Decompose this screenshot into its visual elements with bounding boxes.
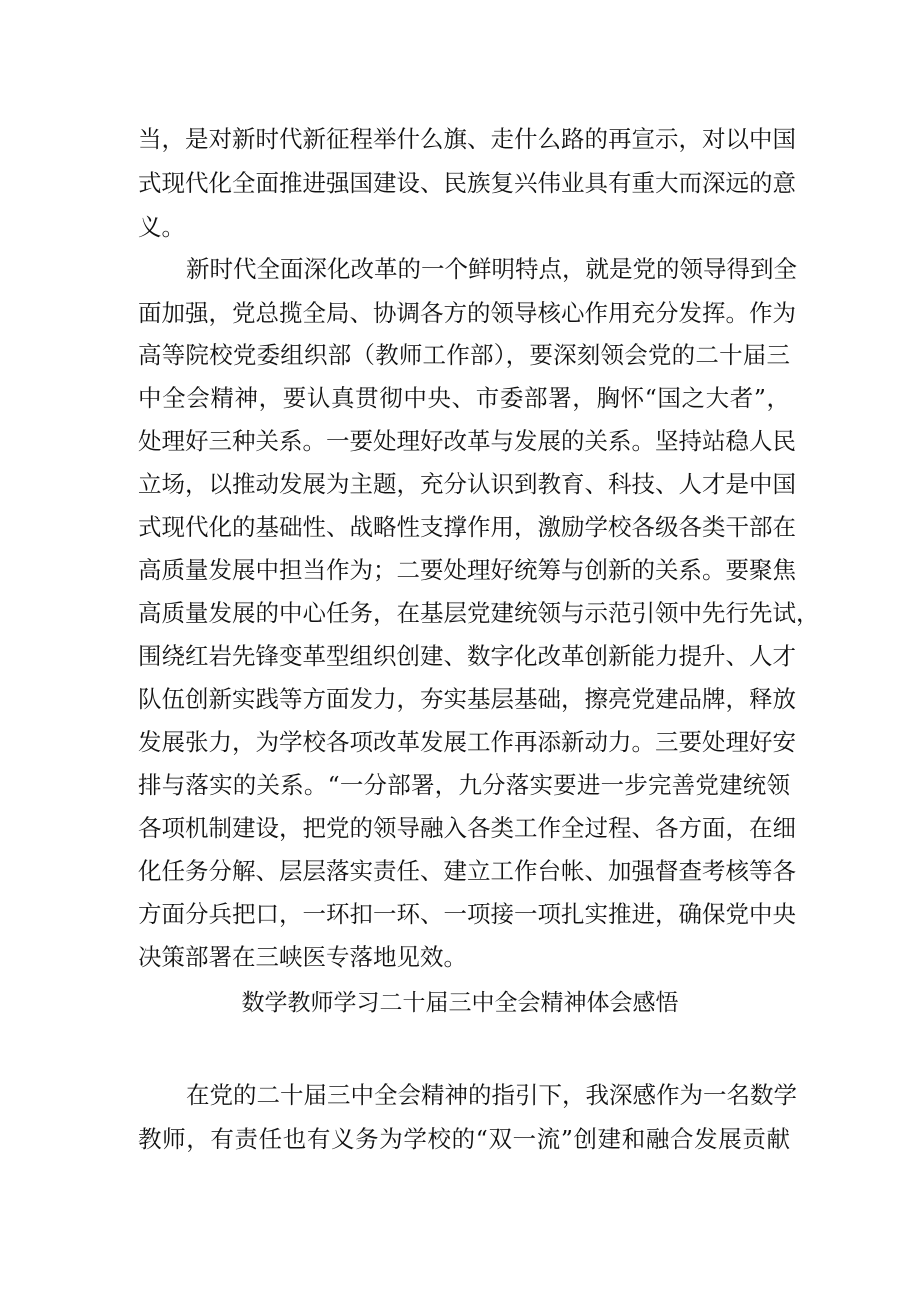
paragraph-2-line-16: 方面分兵把口，一环扣一环、一项接一项扎实推进，确保党中央 — [138, 900, 796, 928]
paragraph-2-line-12: 发展张力，为学校各项改革发展工作再添新动力。三要处理好安 — [138, 728, 796, 756]
paragraph-2-line-7: 式现代化的基础性、战略性支撑作用，激励学校各级各类干部在 — [138, 513, 796, 541]
paragraph-1-line-2: 式现代化全面推进强国建设、民族复兴伟业具有重大而深远的意 — [138, 169, 796, 197]
paragraph-2-line-10: 围绕红岩先锋变革型组织创建、数字化改革创新能力提升、人才 — [138, 642, 796, 670]
paragraph-2-line-13: 排与落实的关系。“一分部署，九分落实要进一步完善党建统领 — [138, 771, 790, 799]
paragraph-2-line-14: 各项机制建设，把党的领导融入各类工作全过程、各方面，在细 — [138, 814, 796, 842]
paragraph-2-line-4: 中全会精神，要认真贯彻中央、市委部署，胸怀“国之大者”， — [138, 384, 790, 412]
paragraph-2-line-15: 化任务分解、层层落实责任、建立工作台帐、加强督查考核等各 — [138, 857, 796, 885]
paragraph-2-line-1: 新时代全面深化改革的一个鲜明特点，就是党的领导得到全 — [186, 255, 797, 283]
paragraph-3-line-2: 教师，有责任也有义务为学校的“双一流”创建和融合发展贡献 — [138, 1125, 790, 1153]
paragraph-2-line-9: 高质量发展的中心任务，在基层党建统领与示范引领中先行先试， — [138, 599, 820, 627]
paragraph-1-line-1: 当，是对新时代新征程举什么旗、走什么路的再宣示，对以中国 — [138, 125, 796, 153]
paragraph-2-line-6: 立场，以推动发展为主题，充分认识到教育、科技、人才是中国 — [138, 470, 796, 498]
paragraph-2-line-2: 面加强，党总揽全局、协调各方的领导核心作用充分发挥。作为 — [138, 299, 796, 327]
paragraph-2-line-11: 队伍创新实践等方面发力，夯实基层基础，擦亮党建品牌，释放 — [138, 685, 796, 713]
paragraph-2-line-17: 决策部署在三峡医专落地见效。 — [138, 943, 467, 971]
paragraph-2-line-3: 高等院校党委组织部（教师工作部），要深刻领会党的二十届三 — [138, 341, 790, 369]
paragraph-2-line-5: 处理好三种关系。一要处理好改革与发展的关系。坚持站稳人民 — [138, 427, 796, 455]
paragraph-2-line-8: 高质量发展中担当作为；二要处理好统筹与创新的关系。要聚焦 — [138, 556, 796, 584]
paragraph-1-line-3: 义。 — [138, 213, 185, 241]
section-heading: 数学教师学习二十届三中全会精神体会感悟 — [241, 990, 679, 1016]
paragraph-3-line-1: 在党的二十届三中全会精神的指引下，我深感作为一名数学 — [186, 1081, 797, 1109]
